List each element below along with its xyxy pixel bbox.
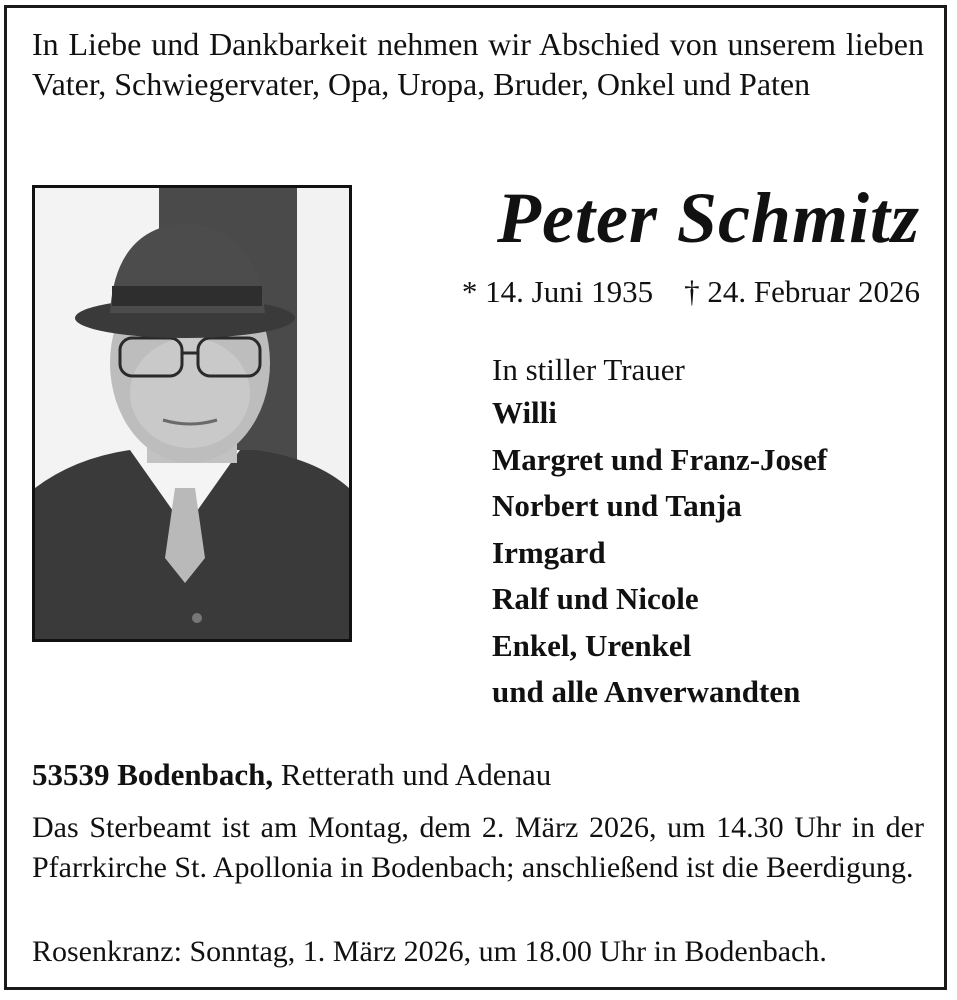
death-date: † 24. Februar 2026 [684,274,920,309]
mourning-heading: In stiller Trauer [492,352,685,387]
life-dates [384,272,920,312]
location-town: 53539 Bodenbach, [32,757,274,792]
location-others: Retterath und Adenau [273,757,552,792]
mourner-item: Irmgard [492,534,606,570]
intro-text: In Liebe und Dankbarkeit nehmen wir Abschied von unserem lieben Vater, Schwiegervater, Opa, Uropa, Bruder, Onkel und Paten [32,26,924,102]
deceased-name: Peter Schmitz [497,178,920,258]
mourner-item: Norbert und Tanja [492,488,742,523]
portrait-photo [32,185,352,642]
mourners-list [492,390,827,716]
mourner-item: und alle Anverwandten [492,674,801,709]
mourner-item: Enkel, Urenkel [492,627,692,663]
mourner-item: Ralf und Nicole [492,581,699,616]
rosary-text: Rosenkranz: Sonntag, 1. März 2026, um 18.00 Uhr in Bodenbach. [32,935,827,968]
location-line [32,755,551,795]
birth-date: * 14. Juni 1935 [461,274,654,309]
funeral-service-text: Das Sterbeamt ist am Montag, dem 2. März 2026, um 14.30 Uhr in der Pfarrkirche St. Apollonia in Bodenbach; anschließend ist die Beerdigung. [32,811,924,884]
mourner-item: Willi [492,395,557,430]
mourner-item: Margret und Franz-Josef [492,441,828,477]
